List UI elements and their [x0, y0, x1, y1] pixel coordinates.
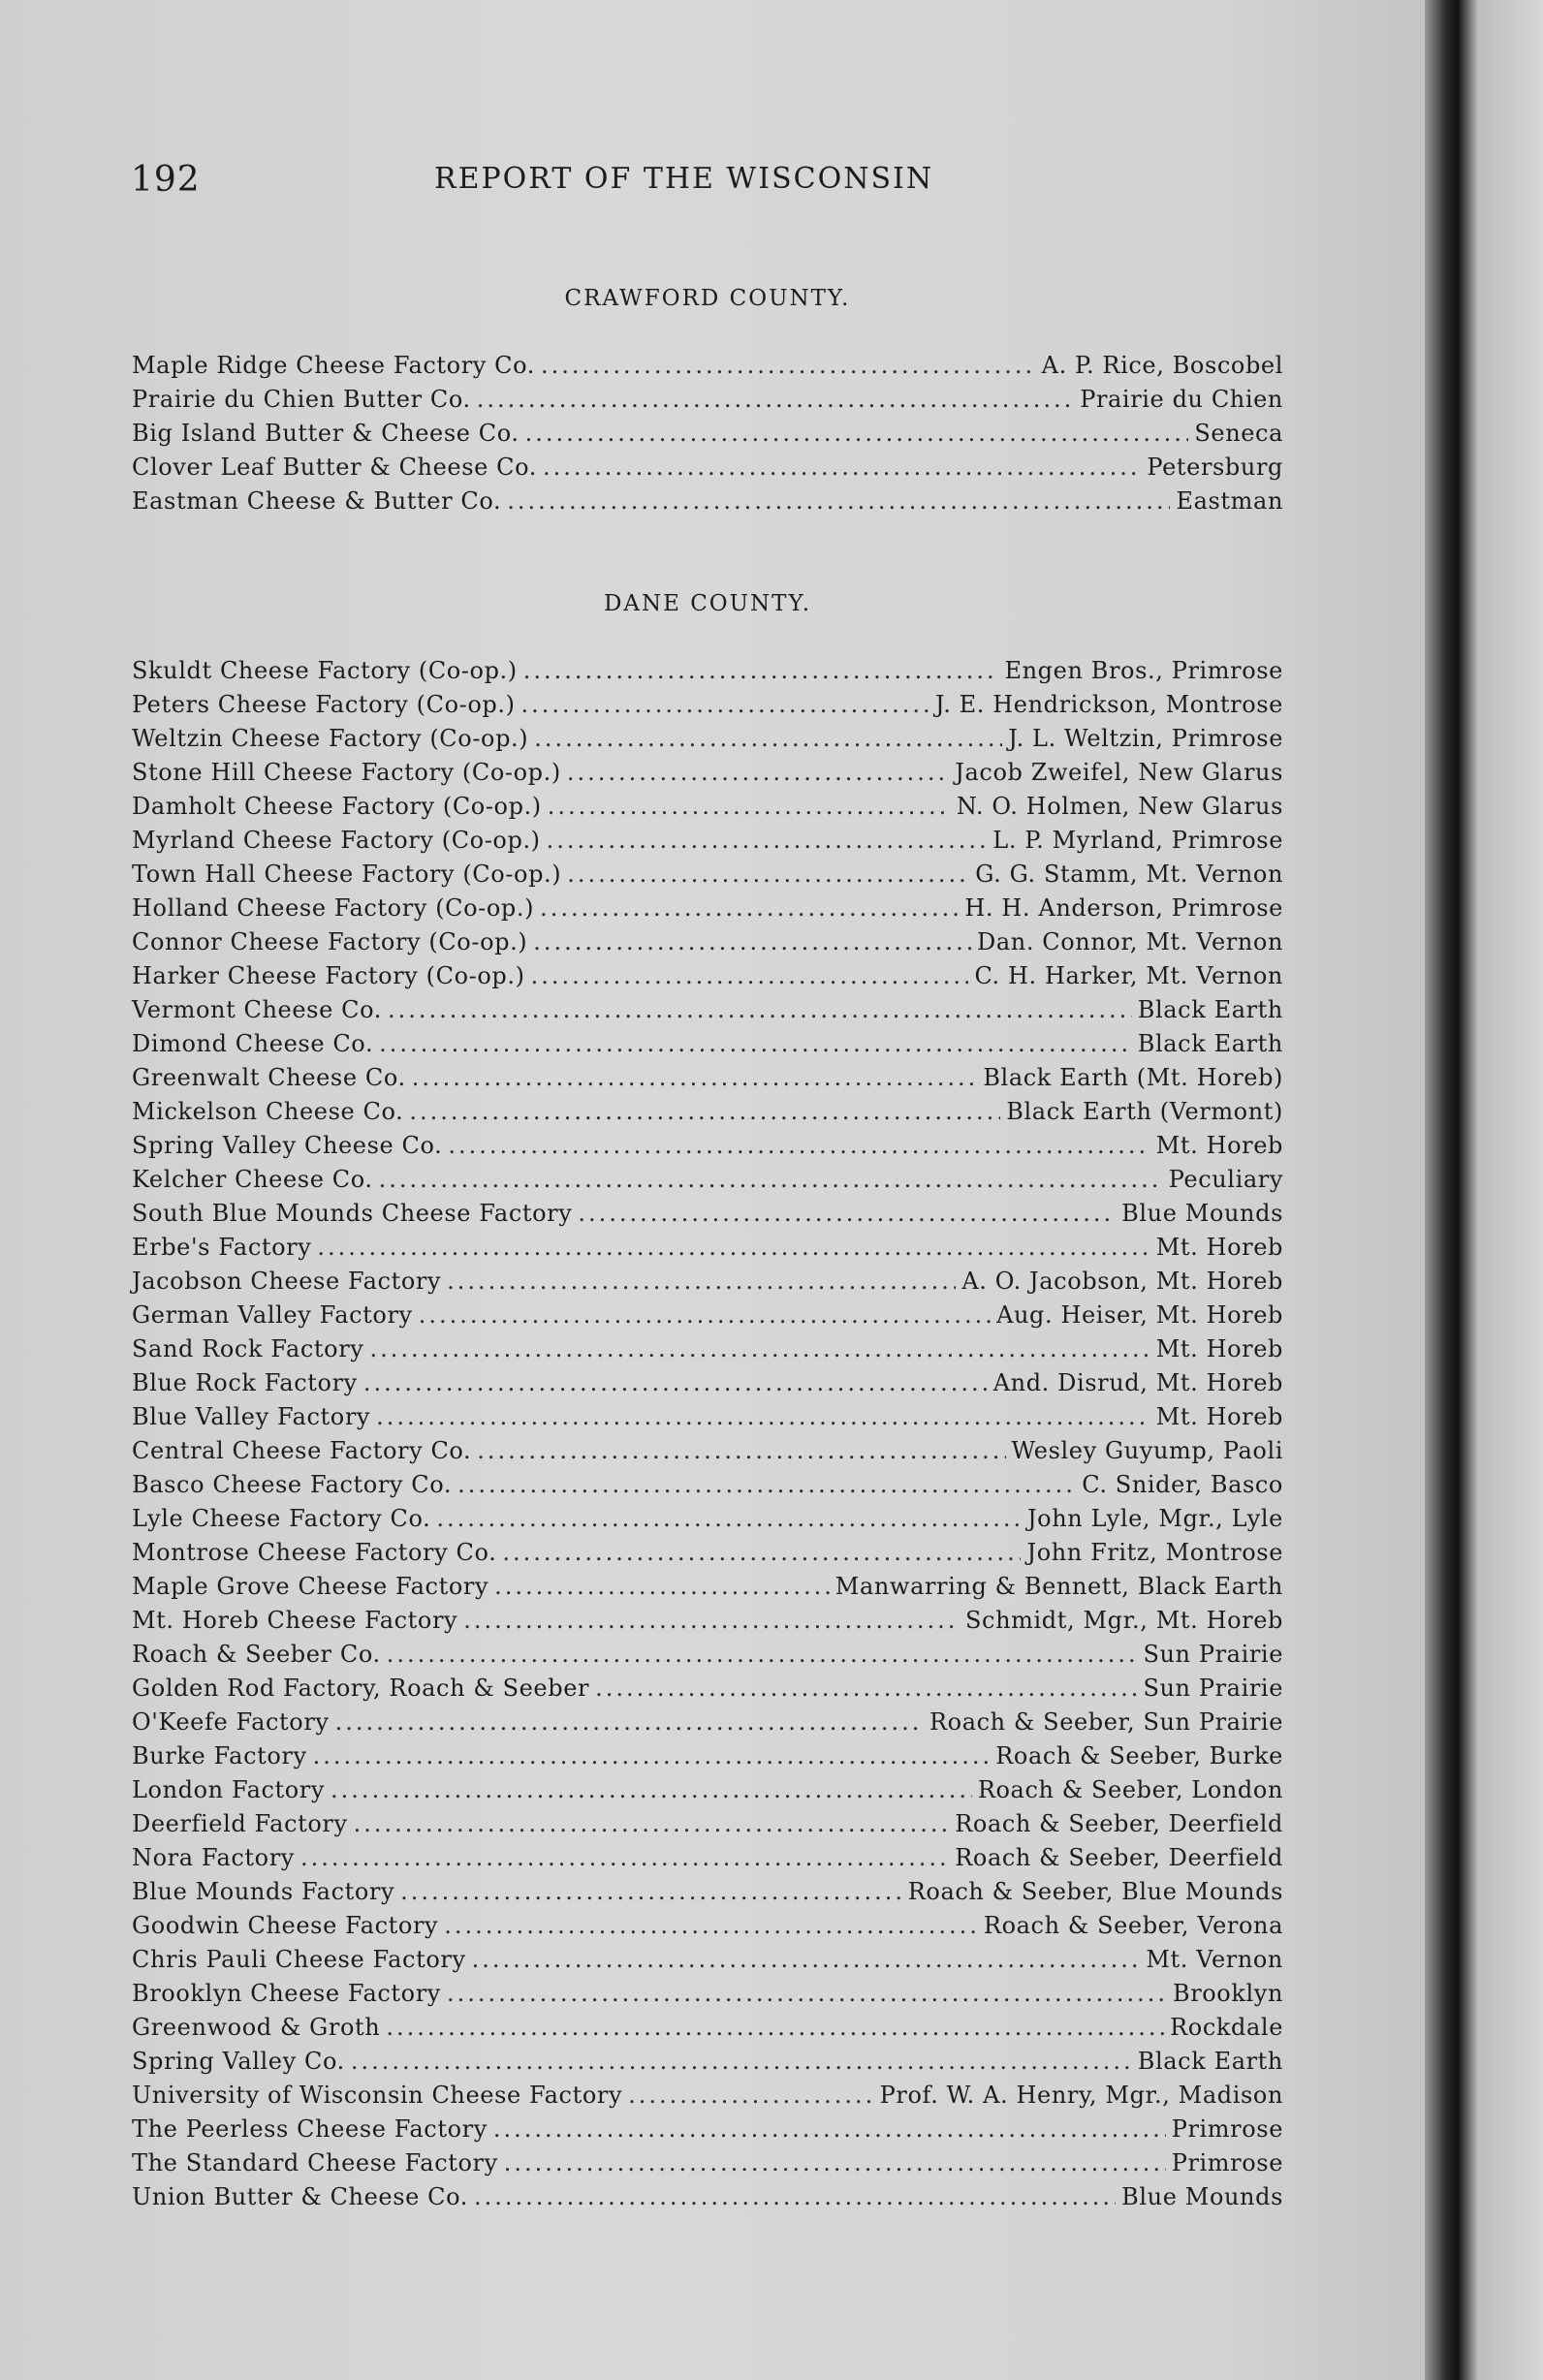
- factory-name: Greenwalt Cheese Co.: [132, 1064, 406, 1091]
- dot-leader: [436, 1502, 1022, 1536]
- directory-entry: [132, 1706, 1283, 1739]
- factory-name: Blue Valley Factory: [132, 1403, 371, 1430]
- factory-location: Eastman: [1176, 487, 1283, 515]
- dot-leader: [386, 2011, 1164, 2045]
- dot-leader: [351, 2045, 1132, 2079]
- factory-name: Blue Mounds Factory: [132, 1878, 395, 1905]
- county-heading-dane: DANE COUNTY.: [603, 591, 812, 616]
- factory-name: Weltzin Cheese Factory (Co-op.): [132, 725, 529, 752]
- factory-location: Roach & Seeber, Blue Mounds: [907, 1878, 1283, 1905]
- factory-name: Peters Cheese Factory (Co-op.): [132, 691, 516, 718]
- factory-name: Union Butter & Cheese Co.: [132, 2183, 468, 2210]
- dot-leader: [523, 654, 999, 688]
- directory-entry: [132, 1841, 1283, 1875]
- directory-entry: [132, 1502, 1283, 1536]
- dot-leader: [502, 1536, 1021, 1570]
- directory-entry: [132, 417, 1283, 451]
- factory-name: The Standard Cheese Factory: [132, 2149, 498, 2176]
- dot-leader: [457, 1468, 1076, 1502]
- factory-name: Erbe's Factory: [132, 1234, 312, 1261]
- dot-leader: [493, 2113, 1166, 2146]
- factory-name: Maple Ridge Cheese Factory Co.: [132, 352, 535, 379]
- directory-entry: [132, 2146, 1283, 2180]
- directory-entry: [132, 2079, 1283, 2113]
- dot-leader: [317, 1231, 1149, 1265]
- dot-leader: [477, 1434, 1005, 1468]
- factory-location: Mt. Vernon: [1146, 1946, 1283, 1973]
- dot-leader: [331, 1773, 972, 1807]
- factory-name: Harker Cheese Factory (Co-op.): [132, 962, 525, 989]
- dot-leader: [412, 1061, 978, 1095]
- factory-name: O'Keefe Factory: [132, 1708, 330, 1736]
- dot-leader: [595, 1672, 1137, 1706]
- factory-name: Greenwood & Groth: [132, 2014, 381, 2041]
- factory-location: Mt. Horeb: [1155, 1234, 1283, 1261]
- factory-name: Holland Cheese Factory (Co-op.): [132, 894, 535, 922]
- factory-name: Lyle Cheese Factory Co.: [132, 1505, 431, 1532]
- factory-name: Myrland Cheese Factory (Co-op.): [132, 827, 541, 854]
- factory-name: South Blue Mounds Cheese Factory: [132, 1200, 573, 1227]
- dot-leader: [400, 1875, 902, 1909]
- dot-leader: [567, 756, 949, 790]
- factory-location: Roach & Seeber, Deerfield: [955, 1844, 1283, 1871]
- dot-leader: [578, 1197, 1116, 1231]
- directory-entry: [132, 1977, 1283, 2011]
- factory-name: Maple Grove Cheese Factory: [132, 1573, 489, 1600]
- factory-location: Manwarring & Bennett, Black Earth: [834, 1573, 1283, 1600]
- factory-location: Aug. Heiser, Mt. Horeb: [996, 1301, 1283, 1329]
- factory-name: Chris Pauli Cheese Factory: [132, 1946, 466, 1973]
- running-title: REPORT OF THE WISCONSIN: [434, 162, 934, 196]
- directory-entry: [132, 485, 1283, 518]
- directory-entry: [132, 858, 1283, 892]
- book-binding-edge: [1425, 0, 1543, 2380]
- directory-entry: [132, 383, 1283, 417]
- directory-entry: [132, 1231, 1283, 1265]
- directory-entry: [132, 1265, 1283, 1299]
- dot-leader: [504, 2146, 1166, 2180]
- dot-leader: [444, 1909, 978, 1943]
- factory-location: Roach & Seeber, Deerfield: [955, 1810, 1283, 1837]
- dot-leader: [494, 1570, 830, 1604]
- factory-name: London Factory: [132, 1776, 326, 1803]
- directory-entry: [132, 1129, 1283, 1163]
- dot-leader: [567, 858, 969, 892]
- directory-entry: [132, 1197, 1283, 1231]
- dot-leader: [477, 383, 1074, 417]
- factory-location: Black Earth: [1137, 2048, 1283, 2075]
- dot-leader: [547, 824, 988, 858]
- factory-location: Dan. Connor, Mt. Vernon: [977, 928, 1283, 955]
- factory-location: Engen Bros., Primrose: [1004, 657, 1283, 684]
- factory-location: Roach & Seeber, Verona: [983, 1912, 1283, 1939]
- factory-name: Mt. Horeb Cheese Factory: [132, 1607, 458, 1634]
- factory-name: Spring Valley Cheese Co.: [132, 1132, 443, 1159]
- dot-leader: [447, 1265, 956, 1299]
- factory-name: Damholt Cheese Factory (Co-op.): [132, 793, 542, 820]
- factory-location: Petersburg: [1147, 454, 1283, 481]
- factory-name: Kelcher Cheese Co.: [132, 1166, 373, 1193]
- dot-leader: [369, 1332, 1149, 1366]
- factory-name: Skuldt Cheese Factory (Co-op.): [132, 657, 518, 684]
- crawford-county-list: [132, 349, 1283, 518]
- directory-entry: [132, 1400, 1283, 1434]
- directory-entry: [132, 756, 1283, 790]
- factory-location: C. H. Harker, Mt. Vernon: [974, 962, 1283, 989]
- directory-entry: [132, 1027, 1283, 1061]
- factory-location: Black Earth (Mt. Horeb): [983, 1064, 1283, 1091]
- factory-location: G. G. Stamm, Mt. Vernon: [975, 861, 1283, 888]
- factory-name: University of Wisconsin Cheese Factory: [132, 2082, 623, 2109]
- factory-location: Seneca: [1194, 420, 1283, 447]
- dot-leader: [313, 1739, 991, 1773]
- directory-entry: [132, 654, 1283, 688]
- factory-location: Primrose: [1171, 2149, 1283, 2176]
- factory-location: Blue Mounds: [1121, 1200, 1283, 1227]
- factory-name: Basco Cheese Factory Co.: [132, 1471, 453, 1498]
- factory-name: Big Island Butter & Cheese Co.: [132, 420, 520, 447]
- factory-location: C. Snider, Basco: [1082, 1471, 1283, 1498]
- directory-entry: [132, 1807, 1283, 1841]
- directory-entry: [132, 892, 1283, 925]
- factory-location: J. L. Weltzin, Primrose: [1008, 725, 1283, 752]
- factory-name: Blue Rock Factory: [132, 1369, 358, 1396]
- dot-leader: [541, 349, 1036, 383]
- factory-name: Central Cheese Factory Co.: [132, 1437, 472, 1464]
- dot-leader: [363, 1366, 988, 1400]
- factory-name: German Valley Factory: [132, 1301, 413, 1329]
- factory-name: Vermont Cheese Co.: [132, 996, 382, 1023]
- dot-leader: [300, 1841, 949, 1875]
- factory-name: Eastman Cheese & Butter Co.: [132, 487, 502, 515]
- dot-leader: [447, 1977, 1167, 2011]
- county-heading-crawford: CRAWFORD COUNTY.: [564, 286, 851, 311]
- factory-location: A. P. Rice, Boscobel: [1041, 352, 1283, 379]
- factory-name: Connor Cheese Factory (Co-op.): [132, 928, 528, 955]
- factory-location: Brooklyn: [1172, 1980, 1283, 2007]
- factory-name: Goodwin Cheese Factory: [132, 1912, 439, 1939]
- dot-leader: [474, 2180, 1116, 2214]
- factory-location: Wesley Guyump, Paoli: [1011, 1437, 1283, 1464]
- factory-location: N. O. Holmen, New Glarus: [956, 793, 1283, 820]
- directory-entry: [132, 2113, 1283, 2146]
- factory-name: Clover Leaf Butter & Cheese Co.: [132, 454, 537, 481]
- dot-leader: [409, 1095, 1000, 1129]
- directory-entry: [132, 2045, 1283, 2079]
- factory-location: Mt. Horeb: [1155, 1335, 1283, 1362]
- dot-leader: [543, 451, 1141, 485]
- dot-leader: [628, 2079, 874, 2113]
- factory-name: Sand Rock Factory: [132, 1335, 364, 1362]
- factory-location: Roach & Seeber, Sun Prairie: [929, 1708, 1283, 1736]
- factory-location: John Lyle, Mgr., Lyle: [1026, 1505, 1283, 1532]
- factory-location: J. E. Hendrickson, Montrose: [934, 691, 1283, 718]
- directory-entry: [132, 349, 1283, 383]
- dot-leader: [388, 993, 1132, 1027]
- dot-leader: [525, 417, 1189, 451]
- factory-name: Roach & Seeber Co.: [132, 1641, 381, 1668]
- factory-location: Roach & Seeber, Burke: [995, 1742, 1283, 1769]
- factory-location: Rockdale: [1170, 2014, 1283, 2041]
- factory-name: Brooklyn Cheese Factory: [132, 1980, 441, 2007]
- factory-location: Mt. Horeb: [1155, 1132, 1283, 1159]
- directory-entry: [132, 1909, 1283, 1943]
- directory-entry: [132, 1570, 1283, 1604]
- factory-location: Jacob Zweifel, New Glarus: [955, 759, 1283, 786]
- dot-leader: [521, 688, 929, 722]
- dot-leader: [472, 1943, 1141, 1977]
- factory-location: Primrose: [1171, 2115, 1283, 2143]
- directory-entry: [132, 993, 1283, 1027]
- dot-leader: [387, 1638, 1138, 1672]
- dane-county-list: [132, 654, 1283, 2214]
- factory-name: Prairie du Chien Butter Co.: [132, 386, 471, 413]
- factory-location: Black Earth: [1137, 1030, 1283, 1057]
- directory-entry: [132, 2011, 1283, 2045]
- dot-leader: [548, 790, 951, 824]
- dot-leader: [540, 892, 959, 925]
- factory-location: Black Earth: [1137, 996, 1283, 1023]
- factory-name: Spring Valley Co.: [132, 2048, 345, 2075]
- directory-entry: [132, 1163, 1283, 1197]
- factory-name: Town Hall Cheese Factory (Co-op.): [132, 861, 562, 888]
- dot-leader: [463, 1604, 960, 1638]
- factory-name: Stone Hill Cheese Factory (Co-op.): [132, 759, 561, 786]
- dot-leader: [534, 722, 1002, 756]
- directory-entry: [132, 1095, 1283, 1129]
- factory-name: Dimond Cheese Co.: [132, 1030, 374, 1057]
- directory-entry: [132, 1739, 1283, 1773]
- directory-entry: [132, 1332, 1283, 1366]
- directory-entry: [132, 1434, 1283, 1468]
- directory-entry: [132, 1638, 1283, 1672]
- dot-leader: [419, 1299, 991, 1332]
- directory-entry: [132, 722, 1283, 756]
- dot-leader: [379, 1027, 1132, 1061]
- factory-name: Montrose Cheese Factory Co.: [132, 1539, 497, 1566]
- factory-name: Burke Factory: [132, 1742, 307, 1769]
- factory-location: Prof. W. A. Henry, Mgr., Madison: [879, 2082, 1283, 2109]
- directory-entry: [132, 959, 1283, 993]
- factory-name: The Peerless Cheese Factory: [132, 2115, 488, 2143]
- dot-leader: [335, 1706, 924, 1739]
- page-number: 192: [131, 160, 201, 200]
- dot-leader: [531, 959, 969, 993]
- running-head: [131, 160, 1294, 208]
- factory-location: L. P. Myrland, Primrose: [992, 827, 1283, 854]
- directory-entry: [132, 1773, 1283, 1807]
- factory-name: Mickelson Cheese Co.: [132, 1098, 404, 1125]
- directory-entry: [132, 1299, 1283, 1332]
- directory-entry: [132, 2180, 1283, 2214]
- factory-location: And. Disrud, Mt. Horeb: [992, 1369, 1283, 1396]
- dot-leader: [448, 1129, 1149, 1163]
- directory-entry: [132, 1468, 1283, 1502]
- factory-location: Roach & Seeber, London: [977, 1776, 1283, 1803]
- factory-location: Mt. Horeb: [1155, 1403, 1283, 1430]
- directory-entry: [132, 1875, 1283, 1909]
- dot-leader: [533, 925, 971, 959]
- directory-entry: [132, 1061, 1283, 1095]
- directory-entry: [132, 688, 1283, 722]
- dot-leader: [507, 485, 1170, 518]
- directory-entry: [132, 1672, 1283, 1706]
- directory-entry: [132, 824, 1283, 858]
- directory-entry: [132, 1536, 1283, 1570]
- directory-entry: [132, 451, 1283, 485]
- dot-leader: [379, 1163, 1163, 1197]
- factory-location: Prairie du Chien: [1080, 386, 1283, 413]
- directory-entry: [132, 1943, 1283, 1977]
- directory-entry: [132, 1366, 1283, 1400]
- factory-location: Blue Mounds: [1121, 2183, 1283, 2210]
- factory-location: H. H. Anderson, Primrose: [964, 894, 1283, 922]
- factory-location: Sun Prairie: [1143, 1675, 1283, 1702]
- factory-location: John Fritz, Montrose: [1026, 1539, 1283, 1566]
- dot-leader: [376, 1400, 1150, 1434]
- factory-location: A. O. Jacobson, Mt. Horeb: [961, 1268, 1283, 1295]
- factory-location: Peculiary: [1168, 1166, 1283, 1193]
- factory-name: Jacobson Cheese Factory: [132, 1268, 442, 1295]
- factory-name: Nora Factory: [132, 1844, 295, 1871]
- factory-location: Sun Prairie: [1143, 1641, 1283, 1668]
- factory-name: Deerfield Factory: [132, 1810, 348, 1837]
- factory-location: Schmidt, Mgr., Mt. Horeb: [965, 1607, 1283, 1634]
- factory-name: Golden Rod Factory, Roach & Seeber: [132, 1675, 590, 1702]
- dot-leader: [354, 1807, 950, 1841]
- factory-location: Black Earth (Vermont): [1006, 1098, 1283, 1125]
- directory-entry: [132, 1604, 1283, 1638]
- directory-entry: [132, 925, 1283, 959]
- directory-entry: [132, 790, 1283, 824]
